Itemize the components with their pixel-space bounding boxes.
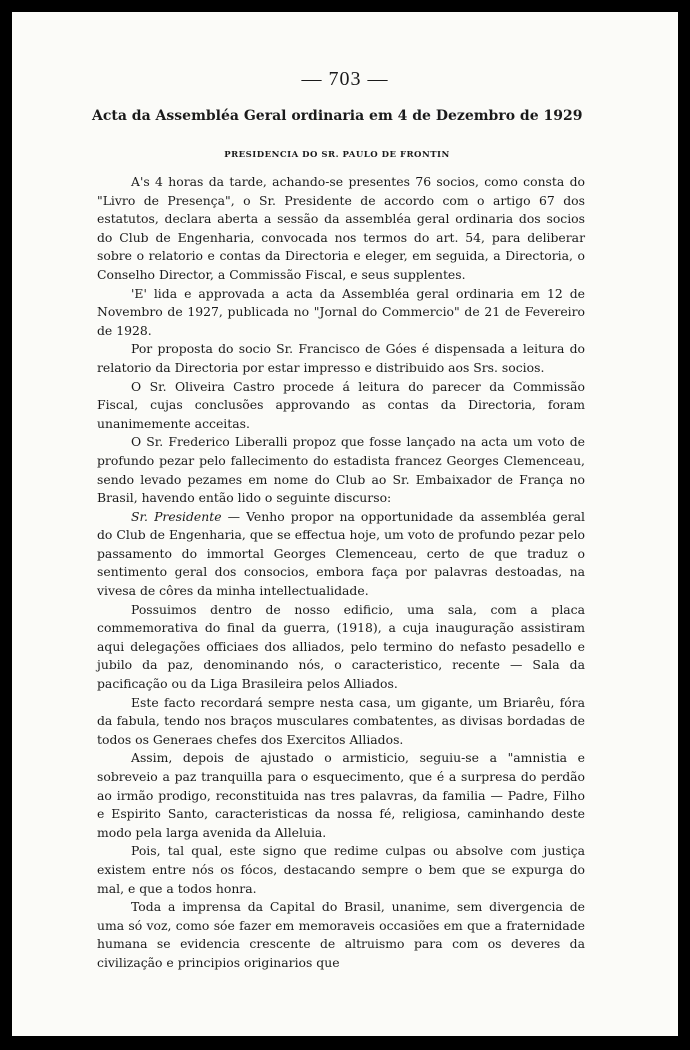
paragraph: — Venho propor na opportunidade da assembléa geral do Club de Engenharia, que se effectua hoje, um voto de profundo pezar pelo passamento do immortal Georges Clemenceau, certo de que traduz o sentimento geral dos consocios, embora faça por palavras destoadas, na vivesa de côres da minha intellectualidade. [97,508,585,599]
paragraph: O Sr. Frederico Liberalli propoz que fosse lançado na acta um voto de profundo pezar pelo fallecimento do estadista francez Georges Clemenceau, sendo levado pezames em nome do Club ao Sr. Embaixador de França no Brasil, havendo então lido o seguinte discurso: [97,434,585,506]
speech-opening [97,508,585,601]
paragraph: O Sr. Oliveira Castro procede á leitura do parecer da Commissão Fiscal, cujas conclusões approvando as contas da Directoria, foram unanimemente acceitas. [97,378,585,431]
salutation: Sr. Presidente [131,508,222,524]
paragraph: Assim, depois de ajustado o armisticio, seguiu-se a "amnistia e sobreveio a paz tranquilla para o esquecimento, que é a surpresa do perdão ao irmão prodigo, reconstituida nas tres palavras, da familia — Padre, Filho e Espirito Santo, caracteristicas da nossa fé, religiosa, caminhando deste modo pela larga avenida da Alleluia. [97,750,585,840]
paragraph: Pois, tal qual, este signo que redime culpas ou absolve com justiça existem entre nós os fócos, destacando sempre o bem que se expurga do mal, e que a todos honra. [97,843,585,896]
paragraph: 'E' lida e approvada a acta da Assembléa geral ordinaria em 12 de Novembro de 1927, publicada no "Jornal do Commercio" de 21 de Fevereiro de 1928. [97,285,585,338]
presidency-subtitle: PRESIDENCIA DO SR. PAULO DE FRONTIN [224,150,450,160]
paragraph: A's 4 horas da tarde, achando-se presentes 76 socios, como consta do "Livro de Presença", o Sr. Presidente de accordo com o artigo 67 dos estatutos, declara aberta a sessão da assembléa geral ordinaria dos socios do Club de Engenharia, convocada nos termos do art. 54, para deliberar sobre o relatorio e contas da Directoria e eleger, em seguida, a Directoria, o Conselho Director, a Commissão Fiscal, e seus supplentes. [97,174,585,282]
page-number: — 703 — [301,68,389,90]
minutes-title: Acta da Assembléa Geral ordinaria em 4 de Dezembro de 1929 [92,108,583,124]
paragraph: Este facto recordará sempre nesta casa, um gigante, um Briarêu, fóra da fabula, tendo nos braços musculares combatentes, as divisas bordadas de todos os Generaes chefes dos Exercitos Alliados. [97,694,585,747]
paragraph: Por proposta do socio Sr. Francisco de Góes é dispensada a leitura do relatorio da Directoria por estar impresso e distribuido aos Srs. socios. [97,341,585,375]
paragraph: Possuimos dentro de nosso edificio, uma sala, com a placa commemorativa do final da guerra, (1918), a cuja inauguração assistiram aqui delegações officiaes dos alliados, pelo termino do nefasto pesadello e jubilo da paz, denominando nós, o caracteristico, recente — Sala da pacificação ou da Liga Brasileira pelos Alliados. [97,601,585,692]
document-page [12,12,678,1036]
paragraph: Toda a imprensa da Capital do Brasil, unanime, sem divergencia de uma só voz, como sóe fazer em memoraveis occasiões em que a fraternidade humana se evidencia crescente de altruismo para com os deveres da civilização e principios originarios que [97,899,585,970]
document-body [97,173,585,973]
